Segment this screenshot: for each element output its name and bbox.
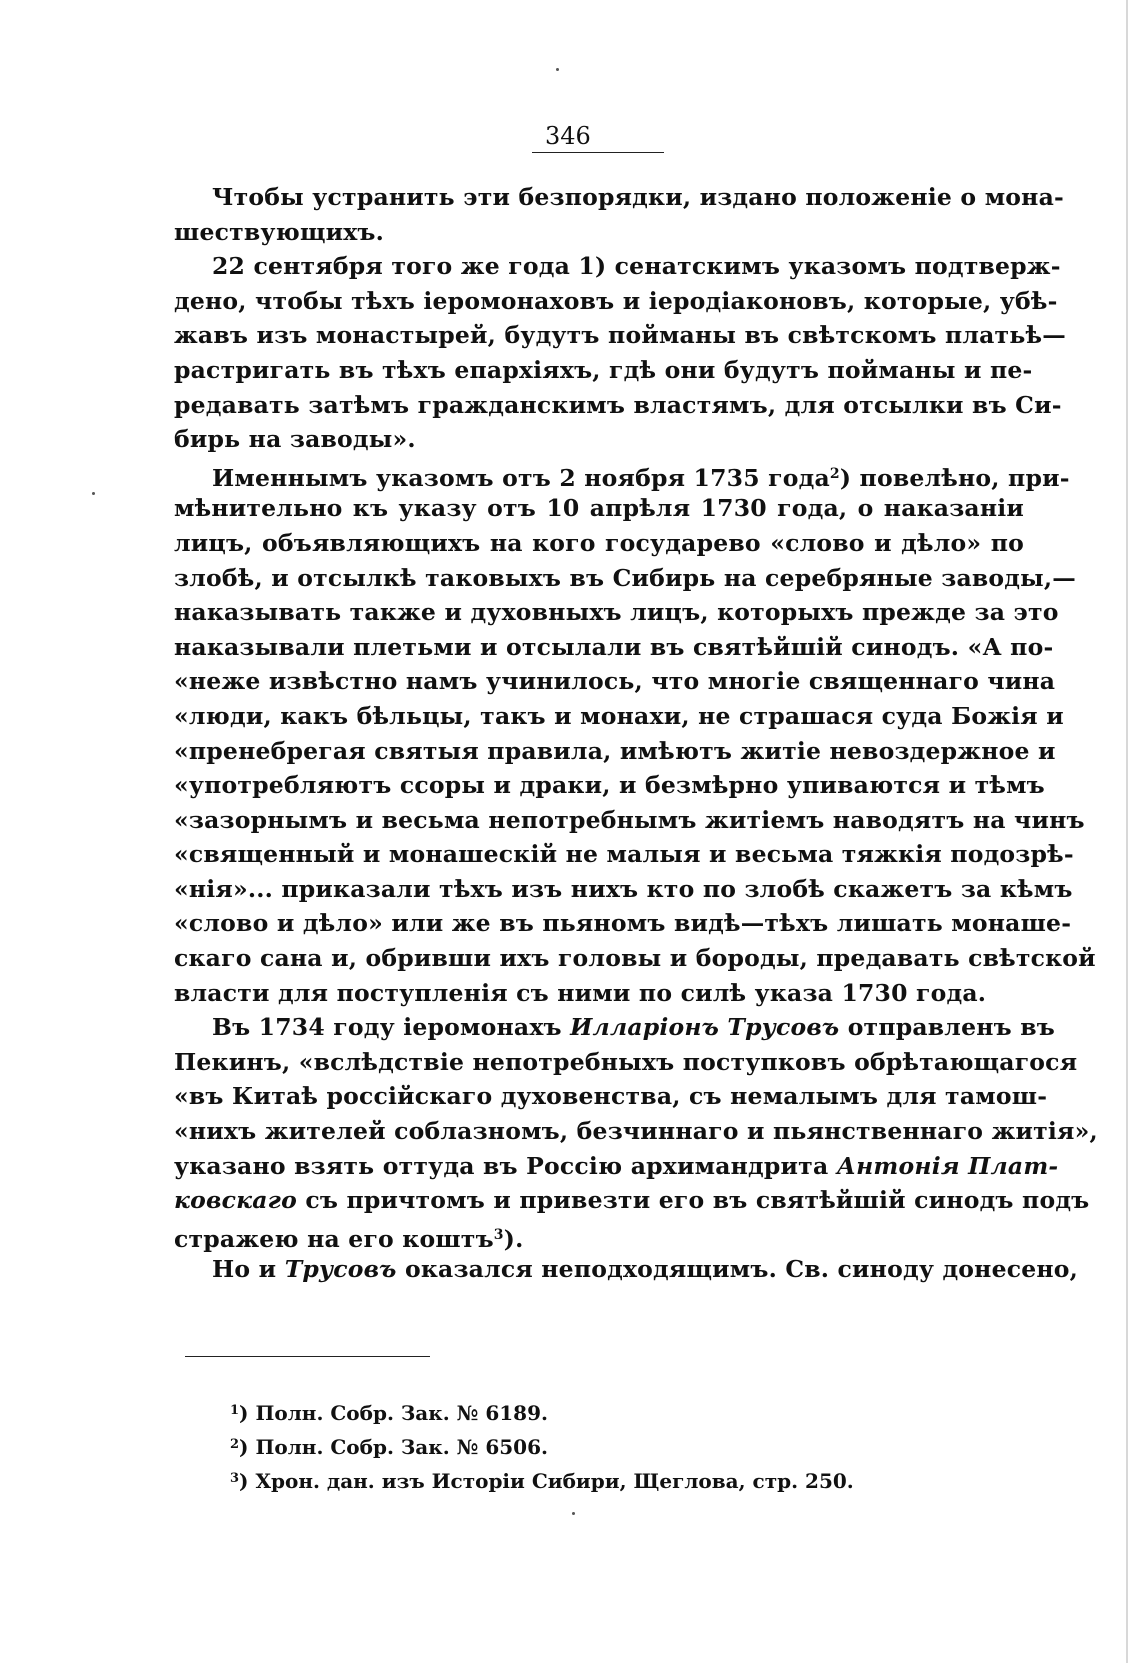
- text-line: «неже извѣстно намъ учинилось, что многіе священнаго чина: [174, 667, 1056, 696]
- scan-speck: [556, 68, 559, 71]
- text-line: растригать въ тѣхъ епархіяхъ, гдѣ они будутъ пойманы и пе-: [174, 355, 1033, 384]
- text-line: Чтобы устранить эти безпорядки, издано положеніе о мона-: [212, 183, 1064, 211]
- text-line: бирь на заводы».: [174, 425, 416, 454]
- text-line: «нія»... приказали тѣхъ изъ нихъ кто по злобѣ скажетъ за кѣмъ: [174, 874, 1073, 903]
- text-line: «въ Китаѣ россійскаго духовенства, съ немалымъ для тамош-: [174, 1082, 1048, 1111]
- footnote-mark: 3: [493, 1226, 504, 1243]
- text-line: «слово и дѣло» или же въ пьяномъ видѣ—тѣхъ лишать монаше-: [174, 909, 1072, 938]
- footnote-number: 2: [230, 1437, 240, 1452]
- text-line: [174, 1010, 1055, 1045]
- text-run: указано взять оттуда въ Россію архимандрита: [174, 1151, 829, 1180]
- person-name: Илларіонъ Трусовъ: [570, 1013, 840, 1042]
- text-line: [174, 1218, 1024, 1253]
- text-line: скаго сана и, обривши ихъ головы и бороды, предавать свѣтской: [174, 944, 1096, 973]
- text-line: власти для поступленія съ ними по силѣ указа 1730 года.: [174, 978, 987, 1007]
- footnote: [230, 1395, 930, 1429]
- text-line: [174, 1252, 1079, 1287]
- text-line: «люди, какъ бѣльцы, такъ и монахи, не страшася суда Божія и: [174, 701, 1064, 730]
- text-line: [174, 457, 1070, 492]
- text-line: дено, чтобы тѣхъ іеромонаховъ и іеродіаконовъ, которые, убѣ-: [174, 286, 1058, 315]
- scan-speck: [572, 1512, 575, 1515]
- scan-speck: [92, 492, 95, 495]
- text-line: злобѣ, и отсылкѣ таковыхъ въ Сибирь на серебряные заводы,—: [174, 563, 1076, 592]
- text-line: наказывали плетьми и отсылали въ святѣйшій синодъ. «А по-: [174, 632, 1054, 661]
- footnote-mark: 2: [829, 465, 840, 482]
- text-run: ) повелѣно, при-: [839, 463, 1070, 492]
- footnote-number: 3: [230, 1471, 240, 1486]
- text-line: Пекинъ, «вслѣдствіе непотребныхъ поступковъ обрѣтающагося: [174, 1047, 1078, 1076]
- text-run: Именнымъ указомъ отъ 2 ноября 1735 года: [212, 463, 830, 492]
- footnote: [230, 1463, 930, 1497]
- text-line: «зазорнымъ и весьма непотребнымъ житіемъ наводятъ на чинъ: [174, 805, 1085, 834]
- text-run: оказался неподходящимъ. Св. синоду донесено,: [404, 1255, 1079, 1284]
- body-text: [174, 180, 1098, 1287]
- page-number: 346: [545, 122, 591, 150]
- text-line: [174, 1183, 1090, 1218]
- text-line: 22 сентября того же года 1) сенатскимъ указомъ подтверж-: [212, 252, 1061, 281]
- text-run: стражею на его коштъ: [174, 1224, 494, 1253]
- text-run: отправленъ въ: [847, 1013, 1055, 1042]
- text-line: «священный и монашескій не малыя и весьма тяжкія подозрѣ-: [174, 840, 1074, 869]
- footnote-reference: [494, 1225, 504, 1253]
- text-line: «нихъ жителей соблазномъ, безчиннаго и пьянственнаго житія»,: [174, 1117, 1098, 1146]
- footnote-text: ) Хрон. дан. изъ Исторіи Сибири, Щеглова, стр. 250.: [239, 1469, 854, 1493]
- person-name: Антонія Плат-: [836, 1151, 1059, 1180]
- footnote-reference: [830, 464, 840, 492]
- person-name: Трусовъ: [284, 1255, 397, 1284]
- text-run: Въ 1734 году іеромонахъ: [212, 1013, 562, 1042]
- text-line: «пренебрегая святыя правила, имѣютъ житіе невоздержное и: [174, 736, 1056, 765]
- footnote-text: ) Полн. Собр. Зак. № 6506.: [239, 1435, 548, 1459]
- footnote-rule: [185, 1356, 430, 1357]
- text-line: редавать затѣмъ гражданскимъ властямъ, для отсылки въ Си-: [174, 390, 1062, 419]
- scan-edge-line: [1126, 0, 1128, 1663]
- footnote-number: 1: [230, 1403, 240, 1418]
- page-number-rule: [532, 152, 664, 153]
- footnote: [230, 1429, 930, 1463]
- text-line: [174, 1149, 1059, 1184]
- text-line: жавъ изъ монастырей, будутъ пойманы въ свѣтскомъ платьѣ—: [174, 321, 1066, 350]
- text-line: шествующихъ.: [174, 217, 385, 246]
- text-line: наказывать также и духовныхъ лицъ, которыхъ прежде за это: [174, 598, 1059, 627]
- person-name: ковскаго: [174, 1186, 297, 1215]
- text-run: ).: [503, 1224, 524, 1253]
- text-line: «употребляютъ ссоры и драки, и безмѣрно упиваются и тѣмъ: [174, 771, 1045, 800]
- text-run: Но и: [212, 1255, 277, 1284]
- text-run: съ причтомъ и привезти его въ святѣйшій синодъ подъ: [305, 1186, 1090, 1215]
- text-line: лицъ, объявляющихъ на кого государево «слово и дѣло» по: [174, 528, 1024, 557]
- footnotes: [230, 1395, 930, 1497]
- footnote-text: ) Полн. Собр. Зак. № 6189.: [239, 1401, 548, 1425]
- text-line: мѣнительно къ указу отъ 10 апрѣля 1730 года, о наказаніи: [174, 494, 1024, 523]
